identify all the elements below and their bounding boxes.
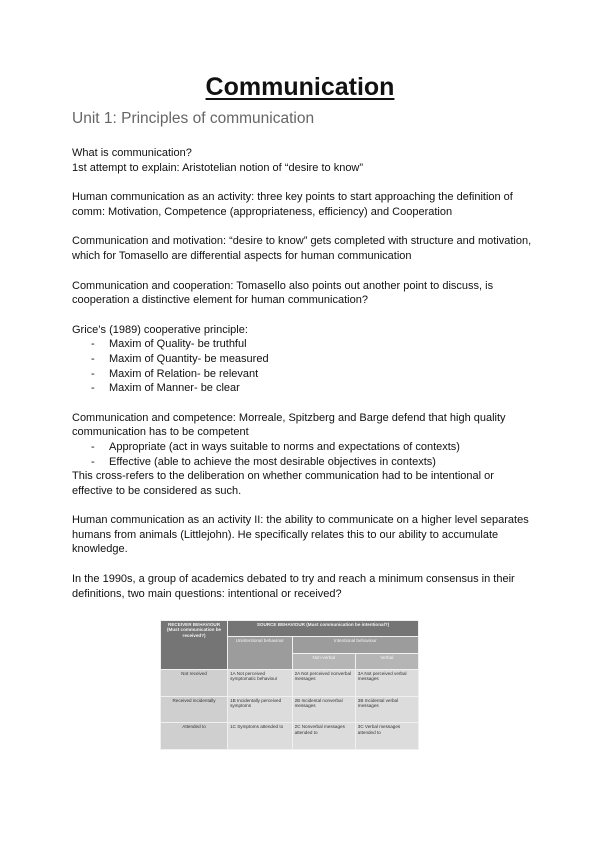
table-cell: 2C Nonverbal messages attended to xyxy=(292,723,355,750)
intro-explanation: 1st attempt to explain: Aristotelian notion of “desire to know” xyxy=(72,161,364,174)
table-row xyxy=(161,696,419,723)
table-cell: 3A Not perceived verbal messages xyxy=(355,669,418,696)
motivation-paragraph: Communication and motivation: “desire to know” gets completed with structure and motivation, which for Tomasello are differential aspects for human communication xyxy=(72,235,532,262)
row-label: Attended to xyxy=(161,723,228,750)
communication-classification-table xyxy=(160,620,419,750)
grice-heading: Grice’s (1989) cooperative principle: xyxy=(72,323,248,336)
table-cell: 1B Incidentally perceived symptoms xyxy=(228,696,293,723)
cooperation-paragraph: Communication and cooperation: Tomasello also points out another point to discuss, is cooperation a distinctive element for human communication? xyxy=(72,279,494,307)
list-item: - Maxim of Relation- be relevant xyxy=(72,367,534,382)
table-cell: 3B Incidental verbal messages xyxy=(355,696,418,723)
activity-ii-paragraph: Human communication as an activity II: the ability to communicate on a higher level separates humans from animals (Littlejohn). He specifically relates this to our ability to accumulate knowledge. xyxy=(72,514,529,556)
competence-section xyxy=(72,411,534,499)
table-row xyxy=(161,723,419,750)
page-title: Communication xyxy=(205,73,395,101)
activity-paragraph: Human communication as an activity: three key points to start approaching the definition of comm: Motivation, Competence (appropriateness, efficiency) and Cooperation xyxy=(72,191,513,218)
verbal-header: Verbal xyxy=(355,653,418,669)
competence-heading: Communication and competence: Morreale, Spitzberg and Barge defend that high quality communication has to be competent xyxy=(72,411,506,439)
table-cell: 1A Not perceived symptomatic behaviour xyxy=(228,669,293,696)
row-label: Not received xyxy=(161,669,228,696)
page-subtitle: Unit 1: Principles of communication xyxy=(72,110,315,127)
table-cell: 2A Not perceived nonverbal messages xyxy=(292,669,355,696)
row-label: Received incidentally xyxy=(161,696,228,723)
table-cell: 1C Symptoms attended to xyxy=(228,723,293,750)
table-cell: 3C Verbal messages attended to xyxy=(355,723,418,750)
nonverbal-header: Non-verbal xyxy=(292,653,355,669)
competence-note: This cross-refers to the deliberation on whether communication had to be intentional or effective to be considered as such. xyxy=(72,470,494,497)
table-cell: 2B Incidental nonverbal messages xyxy=(292,696,355,723)
list-item: - Appropriate (act in ways suitable to norms and expectations of contexts) xyxy=(72,440,534,455)
grice-maxims-list xyxy=(72,337,534,395)
table-row xyxy=(161,669,419,696)
grice-section xyxy=(72,323,534,396)
table-corner-header: RECEIVER BEHAVIOUR (Must communication be received?) xyxy=(161,621,228,670)
intentional-header: Intentional behaviour xyxy=(292,637,418,653)
list-item: - Maxim of Quality- be truthful xyxy=(72,337,534,352)
competence-list xyxy=(72,440,534,469)
unintentional-header: Unintentional behaviour xyxy=(228,637,293,670)
list-item: - Maxim of Manner- be clear xyxy=(72,381,534,396)
intro-paragraph xyxy=(72,146,534,175)
list-item: - Maxim of Quantity- be measured xyxy=(72,352,534,367)
nineties-paragraph: In the 1990s, a group of academics debated to try and reach a minimum consensus in their definitions, two main questions: intentional or received? xyxy=(72,573,515,600)
document-body xyxy=(72,146,534,616)
list-item: - Effective (able to achieve the most desirable objectives in contexts) xyxy=(72,455,534,470)
source-behaviour-header: SOURCE BEHAVIOUR (Must communication be intentional?) xyxy=(228,621,419,637)
intro-question: What is communication? xyxy=(72,147,192,159)
